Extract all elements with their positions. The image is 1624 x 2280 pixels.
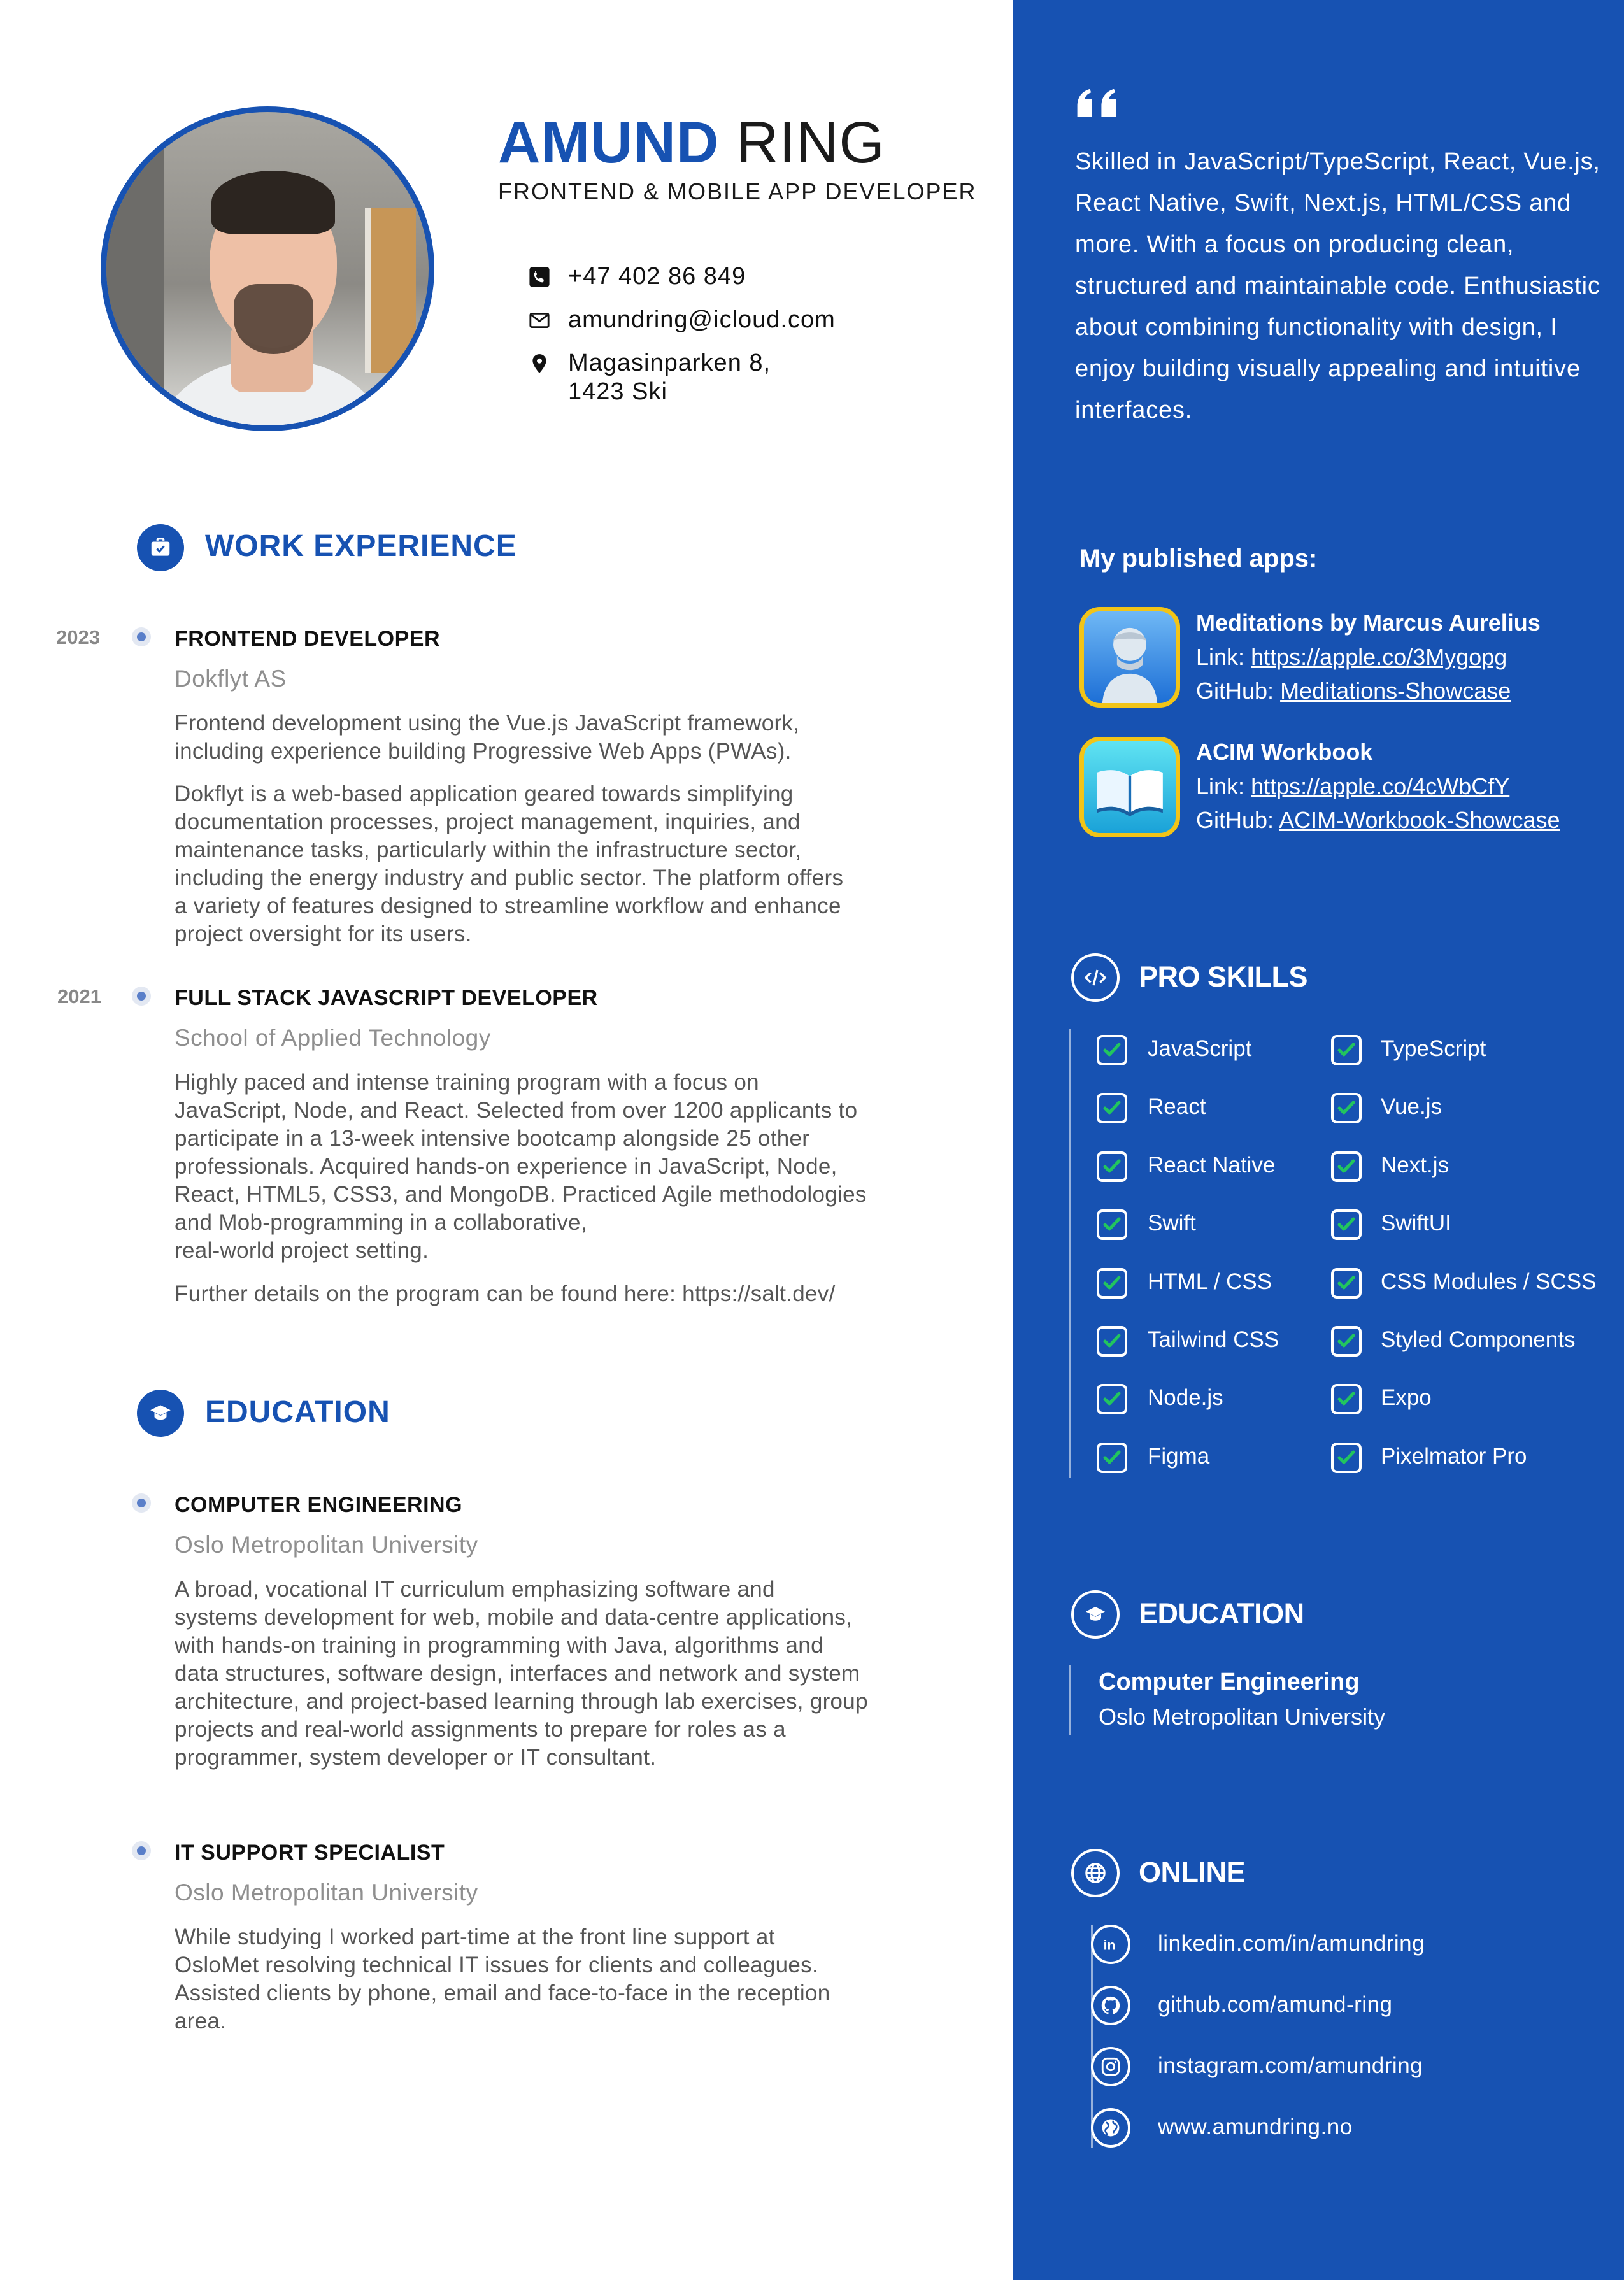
website-globe-icon[interactable] xyxy=(1091,2108,1130,2148)
timeline-dot xyxy=(132,1493,151,1513)
instagram-link[interactable]: instagram.com/amundring xyxy=(1158,2053,1423,2078)
globe-icon xyxy=(1071,1849,1120,1897)
sidebar xyxy=(1013,0,1624,2280)
link-label: Link: xyxy=(1196,644,1245,670)
checkbox-icon xyxy=(1331,1443,1362,1473)
education-description: A broad, vocational IT curriculum emphasizing software and systems development for web, mobile and data-centre applications, with hands-on training in programming with Java, algorithms and data structures, software design, interfaces and network and system architecture, and project-based learning through lab exercises, group projects and real-world assignments to prepare for roles as a programmer, system developer or IT consultant. xyxy=(175,1577,868,1770)
github-link[interactable]: Meditations-Showcase xyxy=(1280,678,1511,704)
app-github[interactable] xyxy=(1196,807,1560,834)
linkedin-link[interactable]: linkedin.com/in/amundring xyxy=(1158,1931,1425,1956)
checkbox-icon xyxy=(1331,1093,1362,1123)
github-icon[interactable] xyxy=(1091,1986,1130,2025)
code-icon xyxy=(1071,953,1120,1002)
checkbox-icon xyxy=(1331,1151,1362,1182)
education-heading: EDUCATION xyxy=(205,1395,390,1429)
checkbox-icon xyxy=(1097,1151,1127,1182)
job-year: 2023 xyxy=(56,626,100,648)
full-name xyxy=(498,110,885,175)
checkbox-icon xyxy=(1097,1443,1127,1473)
quote-icon xyxy=(1075,88,1121,122)
checkbox-icon xyxy=(1331,1268,1362,1299)
address-line-2: 1423 Ski xyxy=(568,378,667,405)
skill-item: Expo xyxy=(1381,1385,1432,1410)
app-name: Meditations by Marcus Aurelius xyxy=(1196,609,1541,636)
checkbox-icon xyxy=(1331,1035,1362,1065)
job-role: FRONTEND & MOBILE APP DEVELOPER xyxy=(498,178,977,204)
graduation-cap-icon xyxy=(1071,1590,1120,1639)
program-link-text: Further details on the program can be found here: https://salt.dev/ xyxy=(175,1281,836,1306)
checkbox-icon xyxy=(1331,1326,1362,1357)
phone-icon xyxy=(529,266,550,288)
sidebar-school: Oslo Metropolitan University xyxy=(1099,1704,1386,1730)
job-description: Frontend development using the Vue.js JavaScript framework, including experience building Progressive Web Apps (PWAs). xyxy=(175,711,800,764)
job-title: FULL STACK JAVASCRIPT DEVELOPER xyxy=(175,986,598,1010)
app-store-link[interactable]: https://apple.co/4cWbCfY xyxy=(1251,773,1510,799)
skill-item: SwiftUI xyxy=(1381,1211,1451,1236)
envelope-icon xyxy=(529,310,550,331)
skill-item: React xyxy=(1148,1094,1206,1119)
graduation-cap-icon xyxy=(137,1390,184,1437)
app-link[interactable] xyxy=(1196,644,1507,671)
app-github[interactable] xyxy=(1196,678,1511,704)
svg-text:in: in xyxy=(1103,1937,1116,1953)
link-label: Link: xyxy=(1196,773,1245,799)
skill-item: Node.js xyxy=(1148,1385,1223,1410)
skill-item: React Native xyxy=(1148,1153,1276,1178)
checkbox-icon xyxy=(1097,1209,1127,1240)
email-text: amundring@icloud.com xyxy=(568,306,836,333)
education-school: Oslo Metropolitan University xyxy=(175,1879,478,1906)
app-icon-meditations[interactable] xyxy=(1079,607,1180,708)
skill-item: Figma xyxy=(1148,1444,1210,1469)
job-title: FRONTEND DEVELOPER xyxy=(175,627,441,651)
first-name: AMUND xyxy=(498,110,720,175)
job-description: Highly paced and intense training program with a focus on JavaScript, Node, and React. Selected from over 1200 applicants to participate in a 13-week intensive bootcamp alongside 25 other professionals. Acquired hands-on experience in JavaScript, Node, React, HTML5, CSS3, and MongoDB. Practiced Agile methodologies and Mob-programming in a collaborative, real-world project setting. xyxy=(175,1070,867,1263)
timeline-dot xyxy=(132,1841,151,1860)
job-company: School of Applied Technology xyxy=(175,1025,491,1051)
github-label: GitHub: xyxy=(1196,807,1274,833)
skill-item: HTML / CSS xyxy=(1148,1269,1272,1294)
education-divider xyxy=(1069,1665,1071,1735)
skill-item: Styled Components xyxy=(1381,1327,1576,1352)
github-profile-link[interactable]: github.com/amund-ring xyxy=(1158,1992,1393,2017)
profile-photo xyxy=(101,106,434,431)
job-description: Dokflyt is a web-based application geared towards simplifying documentation processes, project management, inquiries, and maintenance tasks, particularly within the infrastructure sector, including the energy industry and public sector. The platform offers a variety of features designed to streamline workflow and enhance project oversight for its users. xyxy=(175,781,844,946)
app-link[interactable] xyxy=(1196,773,1509,800)
phone-text: +47 402 86 849 xyxy=(568,263,746,290)
last-name: RING xyxy=(736,110,885,175)
app-name: ACIM Workbook xyxy=(1196,739,1373,765)
pro-skills-heading: PRO SKILLS xyxy=(1139,960,1308,993)
sidebar-degree: Computer Engineering xyxy=(1099,1669,1360,1695)
checkbox-icon xyxy=(1097,1268,1127,1299)
sidebar-education-heading: EDUCATION xyxy=(1139,1597,1304,1630)
timeline-dot xyxy=(132,627,151,646)
linkedin-icon[interactable] xyxy=(1091,1925,1130,1964)
education-title: IT SUPPORT SPECIALIST xyxy=(175,1841,445,1865)
github-link[interactable]: ACIM-Workbook-Showcase xyxy=(1279,807,1560,833)
briefcase-icon xyxy=(137,524,184,571)
skill-item: Tailwind CSS xyxy=(1148,1327,1279,1352)
online-heading: ONLINE xyxy=(1139,1856,1246,1888)
website-link[interactable]: www.amundring.no xyxy=(1158,2114,1353,2139)
checkbox-icon xyxy=(1331,1209,1362,1240)
checkbox-icon xyxy=(1331,1384,1362,1414)
skill-item: Swift xyxy=(1148,1211,1196,1236)
profile-summary: Skilled in JavaScript/TypeScript, React, Vue.js, React Native, Swift, Next.js, HTML/CSS and more. With a focus on producing clean, structured and maintainable code. Enthusiastic about combining functionality with design, I enjoy building visually appealing and intuitive interfaces. xyxy=(1075,148,1600,424)
skill-item: Vue.js xyxy=(1381,1094,1442,1119)
skill-item: JavaScript xyxy=(1148,1036,1252,1061)
work-experience-heading: WORK EXPERIENCE xyxy=(205,529,517,563)
checkbox-icon xyxy=(1097,1035,1127,1065)
github-label: GitHub: xyxy=(1196,678,1274,704)
published-apps-heading: My published apps: xyxy=(1079,545,1318,573)
timeline-dot xyxy=(132,987,151,1006)
skill-item: Next.js xyxy=(1381,1153,1449,1178)
app-store-link[interactable]: https://apple.co/3Mygopg xyxy=(1251,644,1507,670)
job-company: Dokflyt AS xyxy=(175,666,287,692)
education-school: Oslo Metropolitan University xyxy=(175,1532,478,1558)
app-icon-acim[interactable] xyxy=(1079,737,1180,837)
job-year: 2021 xyxy=(57,985,101,1008)
checkbox-icon xyxy=(1097,1093,1127,1123)
online-divider xyxy=(1091,1925,1093,2148)
checkbox-icon xyxy=(1097,1326,1127,1357)
skill-item: TypeScript xyxy=(1381,1036,1486,1061)
education-description: While studying I worked part-time at the front line support at OsloMet resolving technical IT issues for clients and colleagues. Assisted clients by phone, email and face-to-face in the reception area. xyxy=(175,1925,830,2034)
checkbox-icon xyxy=(1097,1384,1127,1414)
skill-item: CSS Modules / SCSS xyxy=(1381,1269,1597,1294)
instagram-icon[interactable] xyxy=(1091,2047,1130,2086)
education-title: COMPUTER ENGINEERING xyxy=(175,1493,463,1517)
skill-item: Pixelmator Pro xyxy=(1381,1444,1527,1469)
location-pin-icon xyxy=(529,353,550,374)
skills-divider xyxy=(1069,1029,1071,1478)
address-line-1: Magasinparken 8, xyxy=(568,350,771,376)
